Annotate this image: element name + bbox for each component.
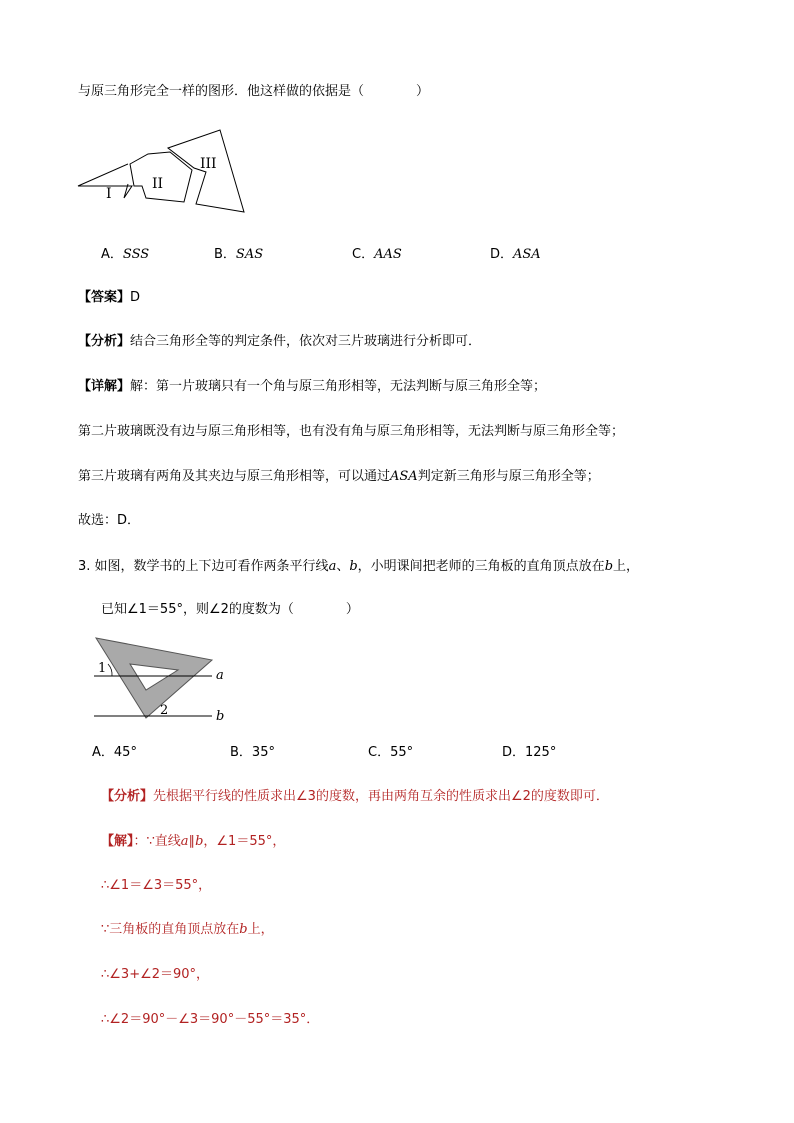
line-a-label: a bbox=[216, 668, 224, 683]
q3-sep: 、 bbox=[336, 559, 350, 574]
piece-1-shape bbox=[78, 164, 132, 198]
option-a-letter: A． bbox=[101, 247, 123, 262]
q3-number: 3. bbox=[78, 559, 91, 574]
q3-pre: 如图，数学书的上下边可看作两条平行线 bbox=[94, 559, 329, 574]
option-c-letter: C． bbox=[352, 247, 375, 262]
q3-option-b-value: 35° bbox=[251, 745, 275, 760]
solution-line bbox=[101, 834, 285, 850]
q3-line-1 bbox=[78, 559, 639, 575]
triangle-ruler-figure bbox=[90, 634, 250, 724]
detail-line-3 bbox=[78, 469, 600, 485]
detail-line-3-pre: 第三片玻璃有两角及其夹边与原三角形相等，可以通过 bbox=[78, 469, 391, 484]
q3-var-b: b bbox=[349, 559, 358, 574]
solution-step-4: ∴∠2＝90°－∠3＝90°－55°＝35°． bbox=[101, 1012, 320, 1027]
analysis-text: 结合三角形全等的判定条件，依次对三片玻璃进行分析即可． bbox=[130, 334, 482, 349]
option-d[interactable] bbox=[490, 247, 541, 263]
q3-option-d[interactable] bbox=[502, 745, 556, 761]
option-a[interactable] bbox=[101, 247, 149, 263]
q3-option-b-letter: B． bbox=[230, 745, 252, 760]
q3-var-b2: b bbox=[604, 559, 614, 574]
q3-option-d-value: 125° bbox=[525, 745, 557, 760]
piece-3-label: III bbox=[200, 156, 217, 172]
q3-var-a: a bbox=[328, 559, 337, 574]
solution-analysis-text: 先根据平行线的性质求出∠3的度数，再由两角互余的性质求出∠2的度数即可． bbox=[153, 789, 609, 804]
option-c[interactable] bbox=[352, 247, 402, 263]
detail-line-1 bbox=[78, 379, 546, 395]
option-b-value: SAS bbox=[235, 247, 264, 262]
piece-1-label: I bbox=[106, 186, 112, 202]
q3-option-d-letter: D． bbox=[502, 745, 526, 760]
q3-post: 上， bbox=[613, 559, 640, 574]
q3-option-c-letter: C． bbox=[368, 745, 391, 760]
q3-option-a-value: 45° bbox=[113, 745, 137, 760]
angle-1-label: 1 bbox=[98, 661, 107, 676]
solution-step-1: ∴∠1＝∠3＝55°， bbox=[101, 878, 212, 893]
q3-line-2: 已知∠1＝55°，则∠2的度数为（ ） bbox=[101, 602, 359, 617]
option-a-value: SSS bbox=[122, 247, 150, 262]
q3-option-a-letter: A． bbox=[92, 745, 114, 760]
solution-post: ，∠1＝55°， bbox=[203, 834, 286, 849]
option-b[interactable] bbox=[214, 247, 263, 263]
analysis-line bbox=[78, 334, 481, 350]
answer-text: D bbox=[130, 290, 141, 305]
solution-step-2-b: b bbox=[239, 922, 248, 937]
answer-tag: 【答案】 bbox=[78, 290, 131, 305]
detail-tag: 【详解】 bbox=[78, 379, 131, 394]
intro-text: 与原三角形完全一样的图形．他这样做的依据是（ ） bbox=[78, 84, 430, 99]
solution-step-2-post: 上， bbox=[247, 922, 274, 937]
option-c-value: AAS bbox=[374, 247, 402, 262]
detail-line-3-post: 判定新三角形与原三角形全等； bbox=[417, 469, 600, 484]
analysis-tag: 【分析】 bbox=[78, 334, 131, 349]
q3-option-c[interactable] bbox=[368, 745, 413, 761]
solution-pre: ：∵直线 bbox=[133, 834, 181, 849]
solution-step-2-pre: ∵三角板的直角顶点放在 bbox=[101, 922, 240, 937]
solution-analysis-line bbox=[101, 789, 609, 805]
detail-line-2: 第二片玻璃既没有边与原三角形相等，也有没有角与原三角形相等，无法判断与原三角形全等； bbox=[78, 424, 625, 439]
line-b-label: b bbox=[216, 709, 225, 724]
angle-2-label: 2 bbox=[160, 703, 169, 718]
option-d-letter: D． bbox=[490, 247, 514, 262]
detail-text-1: 解：第一片玻璃只有一个角与原三角形相等，无法判断与原三角形全等； bbox=[130, 379, 547, 394]
option-d-value: ASA bbox=[513, 247, 541, 262]
q3-option-c-value: 55° bbox=[390, 745, 414, 760]
angle-1-arc bbox=[108, 664, 112, 676]
piece-2-label: II bbox=[152, 176, 164, 192]
solution-tag: 【解】 bbox=[101, 834, 134, 849]
solution-analysis-tag: 【分析】 bbox=[101, 789, 154, 804]
q3-mid: ，小明课间把老师的三角板的直角顶点放在 bbox=[357, 559, 605, 574]
glass-pieces-figure bbox=[76, 128, 256, 218]
answer-line bbox=[78, 290, 140, 306]
option-b-letter: B． bbox=[214, 247, 236, 262]
solution-var-a: a bbox=[180, 834, 189, 849]
solution-parallel: ∥ bbox=[188, 834, 196, 849]
detail-line-4: 故选：D． bbox=[78, 513, 141, 528]
solution-step-2 bbox=[101, 922, 274, 938]
solution-var-b: b bbox=[195, 834, 204, 849]
q3-option-a[interactable] bbox=[92, 745, 137, 761]
solution-step-3: ∴∠3+∠2＝90°， bbox=[101, 967, 210, 982]
detail-line-3-asa: ASA bbox=[390, 469, 418, 484]
q3-option-b[interactable] bbox=[230, 745, 275, 761]
